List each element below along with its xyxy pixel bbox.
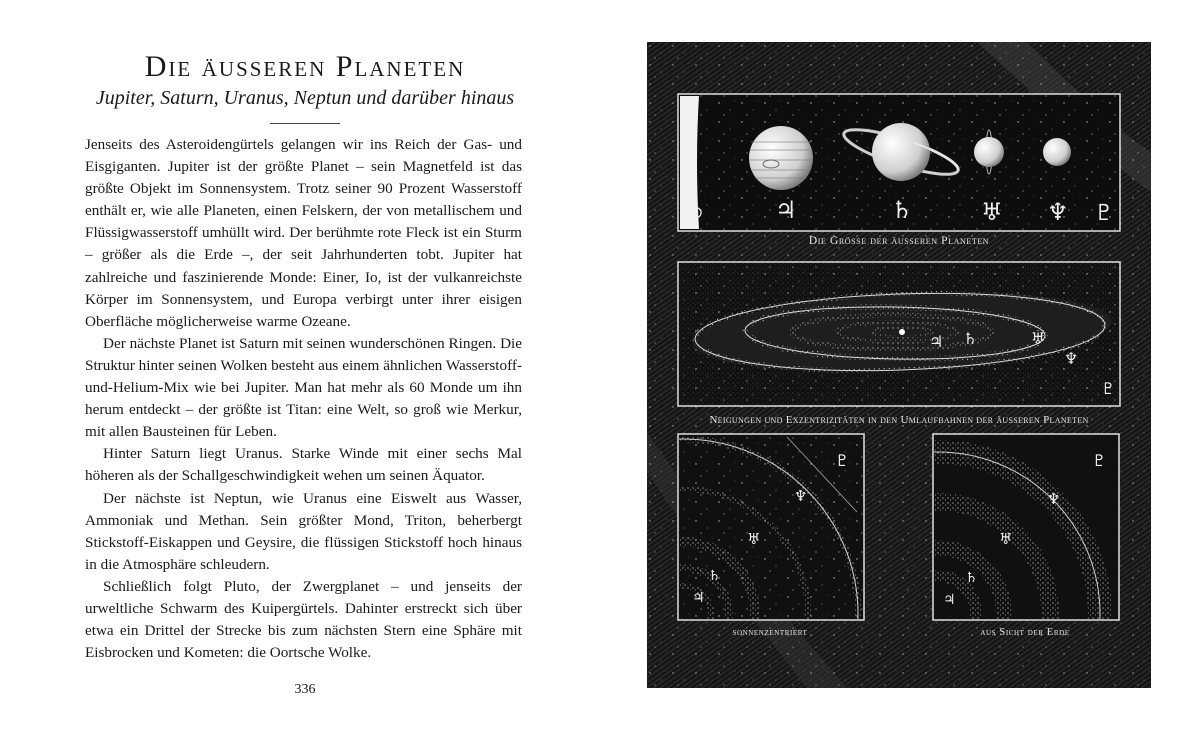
neptune-symbol: ♆ bbox=[1047, 198, 1069, 226]
geo-jupiter-symbol: ♃ bbox=[943, 592, 956, 608]
illustration-plate bbox=[647, 42, 1151, 688]
caption-heliocentric: sonnenzentriert bbox=[732, 627, 808, 638]
helio-uranus-symbol: ♅ bbox=[747, 530, 761, 548]
saturn-planet bbox=[872, 123, 930, 181]
helio-saturn-symbol: ♄ bbox=[708, 568, 721, 584]
jupiter-symbol: ♃ bbox=[775, 196, 797, 224]
sun-symbol: ⊙ bbox=[689, 203, 704, 223]
paragraph-uranus: Hinter Saturn liegt Uranus. Starke Winde mit einer sechs Mal höheren als der Schallgeschwindigkeit wehen um seinen Äquator. bbox=[85, 445, 522, 485]
chapter-title: Die äusseren Planeten bbox=[144, 50, 466, 83]
paragraph-saturn: Der nächste Planet ist Saturn mit seinen wunderschönen Ringen. Die Struktur hinter seinen Wolken besteht aus einem ähnlichen Wasserstoff-und-Helium-Mix wie bei Jupiter. Man hat mehr als 60 Monde um ihn herum entdeckt – der größte ist Titan: eine Welt, so groß wie Merkur, mit allen Bausteinen für Leben. bbox=[85, 334, 522, 441]
paragraph-pluto: Schließlich folgt Pluto, der Zwergplanet – und jenseits der urweltliche Schwarm des Kuipergürtels. Dahinter erstreckt sich über etwa ein Drittel der Strecke bis zum nächsten Stern eine Sphäre mit Eisbrocken und Kometen: die Oortsche Wolke. bbox=[85, 577, 522, 662]
body-text bbox=[85, 134, 522, 664]
uranus-symbol: ♅ bbox=[981, 198, 1003, 226]
plate-artwork bbox=[647, 42, 1151, 688]
planet-size-panel bbox=[678, 94, 1120, 231]
orbit-jupiter-symbol: ♃ bbox=[929, 332, 944, 351]
saturn-symbol: ♄ bbox=[891, 196, 913, 224]
orbit-inclination-panel bbox=[678, 262, 1120, 406]
title-divider bbox=[270, 123, 340, 124]
pluto-symbol: ♇ bbox=[1094, 201, 1114, 226]
caption-geocentric: aus Sicht der Erde bbox=[980, 627, 1070, 638]
caption-orbit-inclinations: Neigungen und Exzentrizitäten in den Umlaufbahnen der äusseren Planeten bbox=[709, 414, 1089, 426]
orbit-saturn-symbol: ♄ bbox=[963, 329, 978, 348]
geo-saturn-symbol: ♄ bbox=[965, 570, 978, 586]
helio-jupiter-symbol: ♃ bbox=[692, 590, 705, 606]
geo-pluto-symbol: ♇ bbox=[1092, 451, 1107, 470]
uranus-planet bbox=[974, 137, 1004, 167]
geo-uranus-symbol: ♅ bbox=[999, 530, 1013, 548]
geo-neptune-symbol: ♆ bbox=[1047, 490, 1061, 508]
helio-neptune-symbol: ♆ bbox=[794, 487, 808, 505]
caption-planet-sizes: Die Grösse der äusseren Planeten bbox=[808, 235, 990, 247]
neptune-planet bbox=[1043, 138, 1071, 166]
paragraph-neptune: Der nächste ist Neptun, wie Uranus eine Eiswelt aus Wasser, Ammoniak und Methan. Sein größter Mond, Triton, beherbergt Stickstoff-Eiskappen und Geysire, die flüssigen Stickstoff hoch hinaus in die Atmosphäre schleudern. bbox=[85, 489, 522, 573]
jupiter-planet bbox=[749, 126, 813, 190]
orbit-uranus-symbol: ♅ bbox=[1031, 329, 1046, 348]
chapter-subtitle: Jupiter, Saturn, Uranus, Neptun und darüber hinaus bbox=[95, 87, 515, 109]
orbit-pluto-symbol: ♇ bbox=[1101, 379, 1116, 398]
page-number: 336 bbox=[294, 682, 316, 697]
paragraph-jupiter: Jenseits des Asteroidengürtels gelangen wir ins Reich der Gas- und Eisgiganten. Jupiter ist der größte Planet – sein Magnetfeld ist das größte Objekt im Sonnensystem. Trotz seiner 90 Prozent Wasserstoff enthält er, wie alle Planeten, einen Felskern, der von metallischem und Flüssigwasserstoff umhüllt wird. Der berühmte rote Fleck ist ein Sturm – größer als die Erde –, der seit Jahrhunderten tobt. Jupiter hat zahlreiche und faszinierende Monde: Einer, Io, ist der vulkanreichste Körper im Sonnensystem, und Europa verbirgt unter ihrer eisigen Oberfläche möglicherweise warme Ozeane. bbox=[85, 136, 522, 330]
helio-pluto-symbol: ♇ bbox=[835, 451, 850, 470]
orbit-neptune-symbol: ♆ bbox=[1064, 349, 1079, 368]
